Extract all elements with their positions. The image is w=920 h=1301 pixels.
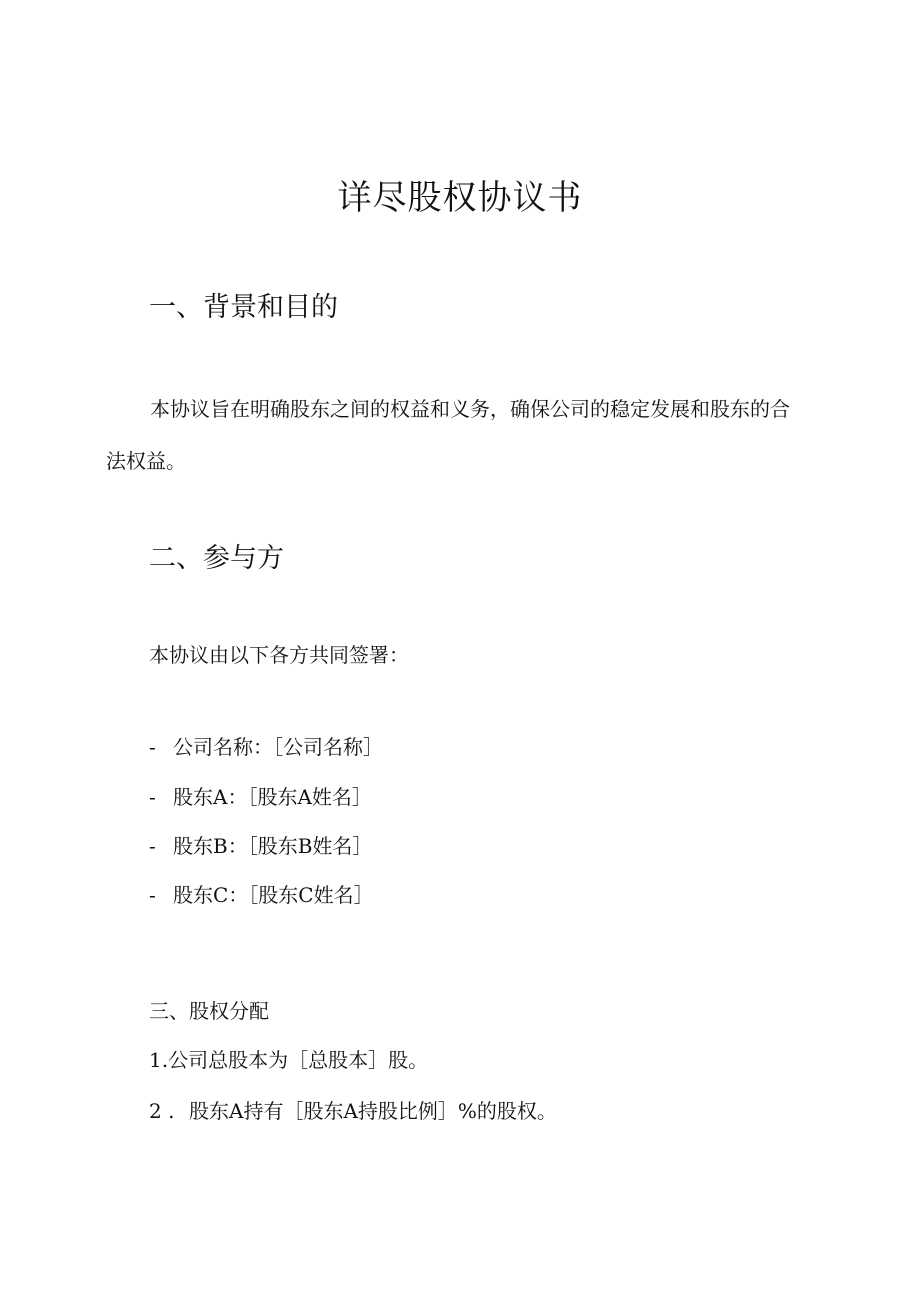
background-paragraph: 本协议旨在明确股东之间的权益和义务，确保公司的稳定发展和股东的合法权益。 [106, 397, 790, 473]
section-heading-parties: 二、参与方 [149, 543, 284, 574]
equity-item-1 [149, 1045, 428, 1075]
party-item-company [149, 732, 383, 762]
item-text: 公司总股本为［总股本］股。 [168, 1048, 429, 1072]
section-heading-background: 一、背景和目的 [149, 292, 338, 323]
party-text: 公司名称：［公司名称］ [173, 735, 383, 759]
item-number: 2 . [149, 1099, 175, 1123]
section-heading-equity: 三、股权分配 [149, 999, 269, 1023]
party-text: 股东C：［股东C姓名］ [173, 883, 374, 907]
list-dash: - [149, 883, 156, 907]
list-dash: - [149, 735, 156, 759]
document-title: 详尽股权协议书 [337, 178, 583, 218]
party-text: 股东A：［股东A姓名］ [173, 785, 372, 809]
party-text: 股东B：［股东B姓名］ [173, 834, 373, 858]
equity-item-2 [149, 1096, 557, 1126]
item-text: 股东A持有［股东A持股比例］%的股权。 [189, 1099, 557, 1123]
party-item-shareholder-b [149, 831, 372, 861]
party-item-shareholder-a [149, 782, 372, 812]
list-dash: - [149, 834, 156, 858]
parties-intro: 本协议由以下各方共同签署： [149, 643, 409, 667]
list-dash: - [149, 785, 156, 809]
party-item-shareholder-c [149, 880, 374, 910]
item-number: 1. [149, 1048, 169, 1072]
